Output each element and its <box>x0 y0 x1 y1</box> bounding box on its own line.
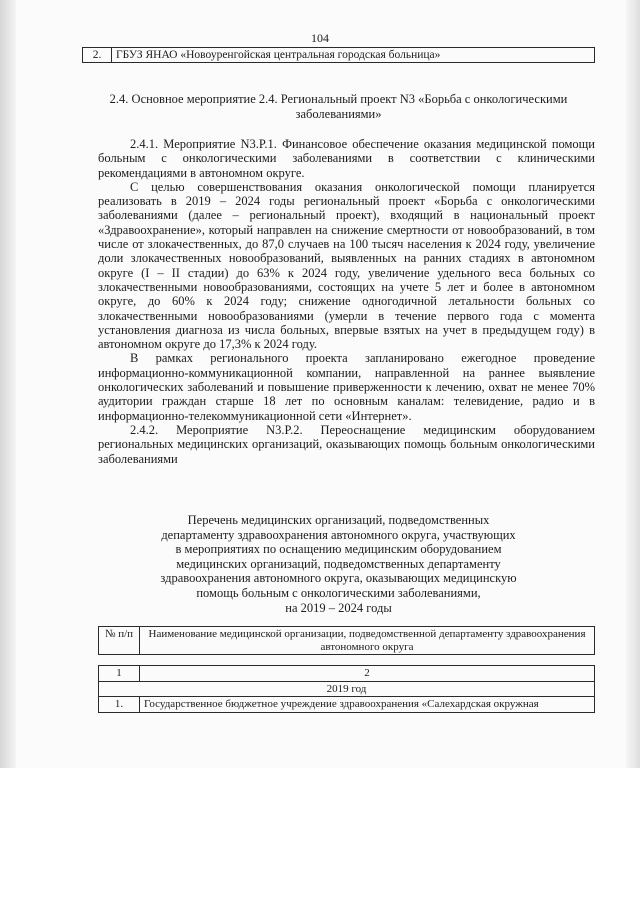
organizations-table-header <box>98 626 595 655</box>
column-index-1: 1 <box>99 666 140 682</box>
list-title-line: на 2019 – 2024 годы <box>285 600 392 615</box>
continuation-table <box>82 47 595 63</box>
page-number: 104 <box>311 31 329 45</box>
list-title <box>82 513 595 615</box>
paragraph-information-campaign: В рамках регионального проекта запланировано ежегодное проведение информационно-коммуникационной компании, направленной на раннее выявление онкологических заболеваний и повышение приверженности к лечению, охват не менее 70% аудитории граждан старше 18 лет по основным каналам: телевидение, радио и в информационно-телекоммуникационной сети «Интернет». <box>98 351 595 423</box>
paragraph-measure-2-4-1: 2.4.1. Мероприятие N3.P.1. Финансовое обеспечение оказания медицинской помощи больным с онкологическими заболеваниями в соответствии с клиническими рекомендациями в автономном округе. <box>98 137 595 180</box>
section-heading: 2.4. Основное мероприятие 2.4. Региональный проект N3 «Борьба с онкологическими заболеваниями» <box>109 92 568 121</box>
table-row <box>99 681 595 697</box>
year-row: 2019 год <box>99 681 595 697</box>
paragraph-regional-project: С целью совершенствования оказания онкологической помощи планируется реализовать в 2019 – 2024 годы региональный проект «Борьба с онкологическими заболеваниями (далее – региональный проект), входящий в национальный проект «Здравоохранение», который направлен на снижение смертности от новообразований, в том числе от злокачественных, до 87,0 случаев на 100 тысяч населения к 2024 году, увеличение доли злокачественных новообразований, выявленных на ранних стадиях в автономном округе (I – II стадии) до 63% к 2024 году, увеличение удельного веса больных со злокачественными новообразованиями, состоящих на учете 5 лет и более в автономном округе, до 60% к 2024 году; снижение одногодичной летальности больных со злокачественными новообразованиями (умерли в течение первого года с момента установления диагноза из числа больных, впервые взятых на учет в предыдущем году) в автономном округе до 17,3% к 2024 году. <box>98 179 595 352</box>
list-title-line: медицинских организаций, подведомственных департаменту <box>176 556 501 571</box>
organization-name: Государственное бюджетное учреждение здравоохранения «Салехардская окружная <box>140 697 595 713</box>
table-header-row <box>99 627 595 655</box>
header-organization-name: Наименование медицинской организации, подведомственной департаменту здравоохранения автономного округа <box>140 627 595 655</box>
header-number: № п/п <box>99 627 140 655</box>
row-number: 1. <box>99 697 140 713</box>
list-title-line: Перечень медицинских организаций, подведомственных <box>187 513 490 527</box>
table-row <box>99 697 595 713</box>
column-index-2: 2 <box>140 666 595 682</box>
list-title-line: в мероприятиях по оснащению медицинским оборудованием <box>175 542 502 557</box>
list-title-line: помощь больным с онкологическими заболеваниями, <box>196 585 481 600</box>
list-title-line: здравоохранения автономного округа, оказывающих медицинскую <box>160 571 517 586</box>
organization-name: ГБУЗ ЯНАО «Новоуренгойская центральная городская больница» <box>112 48 595 63</box>
organizations-table <box>98 665 595 713</box>
paragraph-measure-2-4-2: 2.4.2. Мероприятие N3.P.2. Переоснащение медицинским оборудованием региональных медицинских организаций, оказывающих помощь больным онкологическими заболеваниями <box>98 422 595 466</box>
list-title-line: департаменту здравоохранения автономного округа, участвующих <box>161 527 516 542</box>
row-number: 2. <box>83 48 112 63</box>
body-text <box>98 137 595 466</box>
table-row <box>99 666 595 682</box>
table-row <box>83 48 595 63</box>
